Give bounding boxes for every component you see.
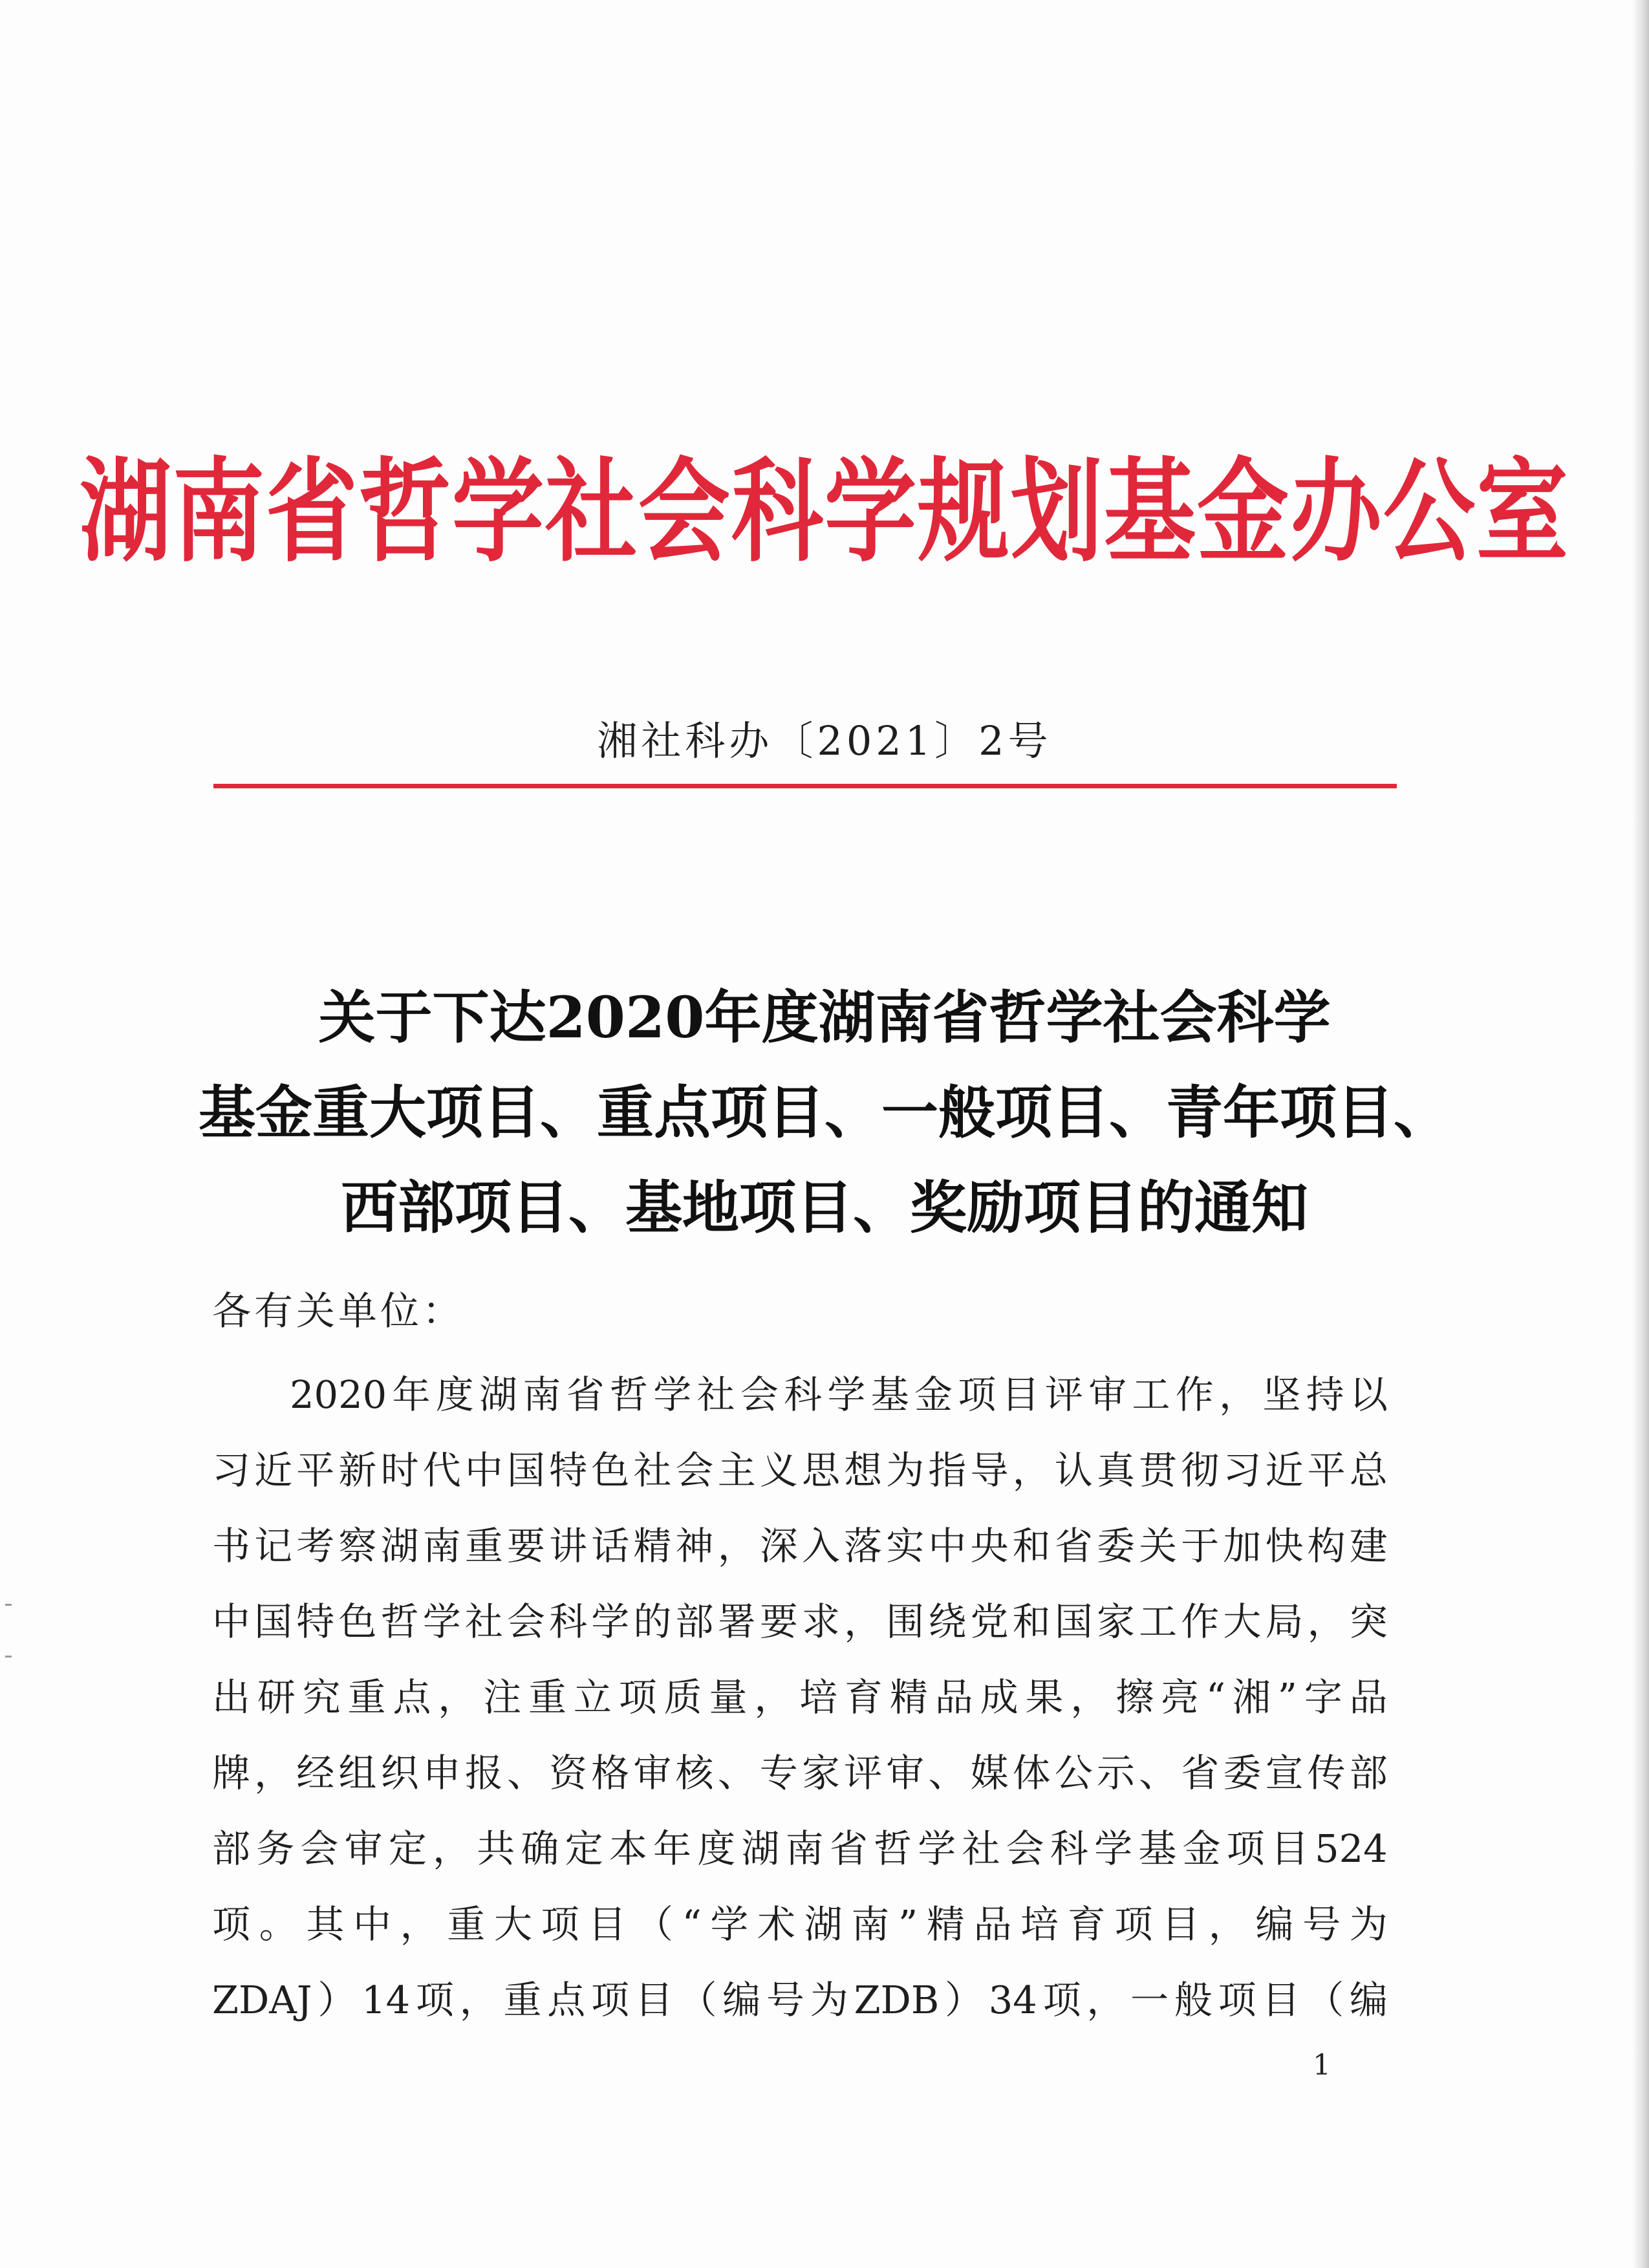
document-number: 湘社科办〔2021〕2号	[597, 717, 1052, 764]
body-line: 项 。 其 中 ， 重 大 项 目 （ “ 学 术 湖 南 ” 精 品 培 育 项 目 ， 编 号 为	[212, 1902, 1388, 1947]
title-line: 基金重大项目、重点项目、一般项目、青年项目、	[198, 1079, 1450, 1146]
body-line: 中 国 特 色 哲 学 社 会 科 学 的 部 署 要 求 ， 围 绕 党 和 国 家 工 作 大 局 ， 突	[212, 1599, 1388, 1644]
letterhead-organization: 湖南省哲学社会科学规划基金办公室	[80, 446, 1569, 578]
title-line: 关于下达2020年度湖南省哲学社会科学	[318, 984, 1331, 1051]
body-line: 书 记 考 察 湖 南 重 要 讲 话 精 神 ， 深 入 落 实 中 央 和 省 委 关 于 加 快 构 建	[212, 1524, 1388, 1568]
scan-margin-mark	[5, 1604, 12, 1606]
letterhead-red-rule	[213, 784, 1397, 788]
body-line: 习 近 平 新 时 代 中 国 特 色 社 会 主 义 思 想 为 指 导 ， 认 真 贯 彻 习 近 平 总	[212, 1448, 1388, 1493]
title-line: 西部项目、基地项目、奖励项目的通知	[340, 1174, 1308, 1241]
body-line: ZDAJ ） 14 项 ， 重 点 项 目 （ 编 号 为 ZDB ） 34 项 ， 一 般 项 目 （ 编	[212, 1978, 1388, 2022]
body-line: 牌 ， 经 组 织 申 报 、 资 格 审 核 、 专 家 评 审 、 媒 体 公 示 、 省 委 宣 传 部	[212, 1751, 1388, 1795]
body-line: 出 研 究 重 点 ， 注 重 立 项 质 量 ， 培 育 精 品 成 果 ， 擦 亮 “ 湘 ” 字 品	[212, 1675, 1388, 1720]
body-line: 2020 年 度 湖 南 省 哲 学 社 会 科 学 基 金 项 目 评 审 工 作 ， 坚 持 以	[290, 1372, 1388, 1417]
notice-title	[0, 970, 1649, 1255]
page-number: 1	[1313, 2049, 1331, 2082]
salutation: 各有关单位：	[212, 1289, 464, 1334]
scan-margin-mark	[5, 1656, 12, 1658]
body-line: 部 务 会 审 定 ， 共 确 定 本 年 度 湖 南 省 哲 学 社 会 科 学 基 金 项 目 524	[212, 1826, 1388, 1871]
